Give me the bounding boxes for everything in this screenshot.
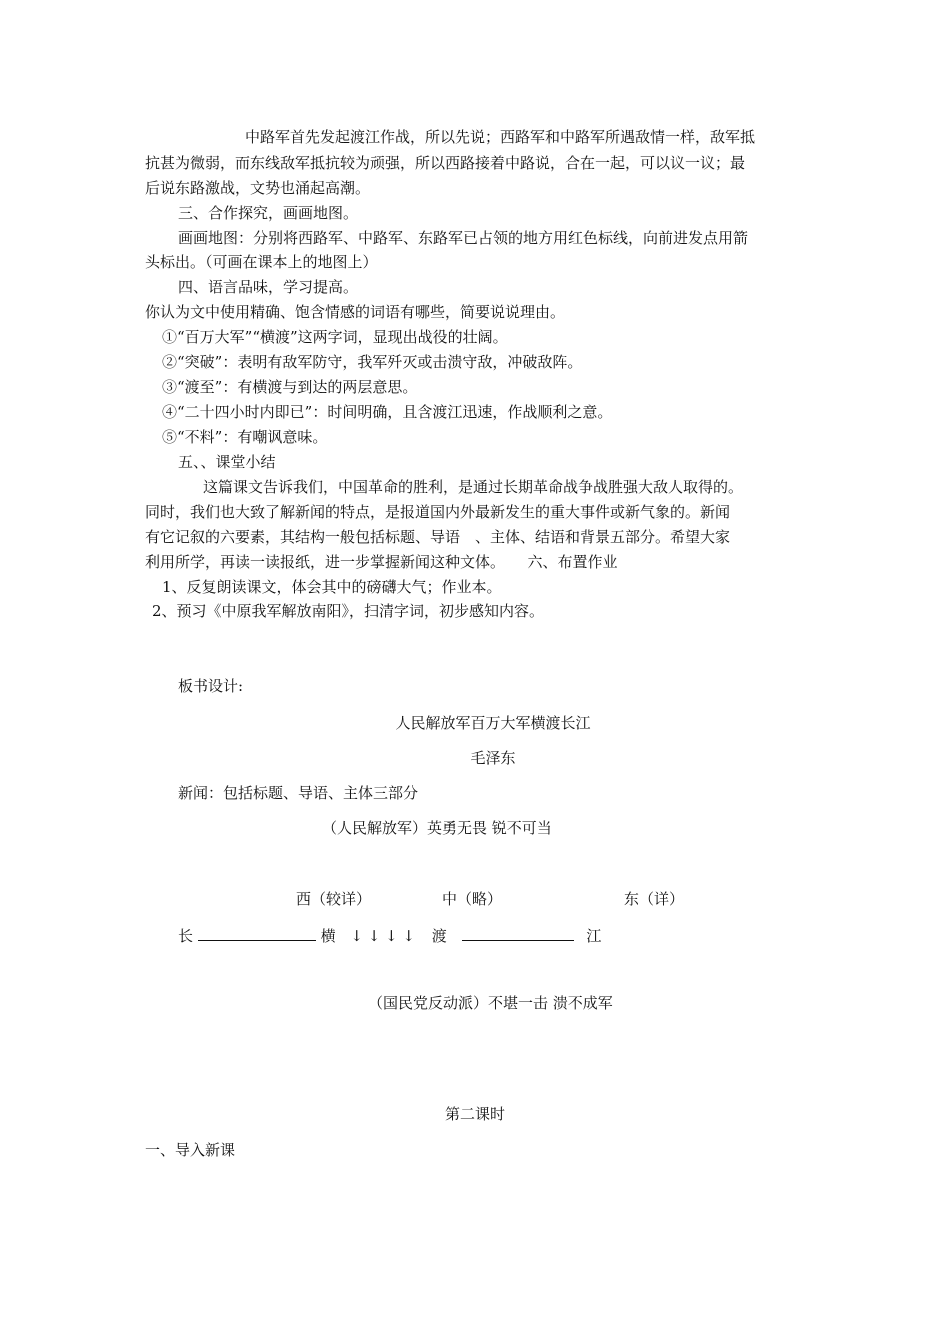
board-title: 人民解放军百万大军横渡长江 <box>395 714 591 732</box>
list-item: ①“百万大军”“横渡”这两字词，显现出战役的壮阔。 <box>162 328 508 346</box>
paragraph-line: 有它记叙的六要素，其结构一般包括标题、导语 、主体、结语和背景五部分。希望大家 <box>145 528 731 546</box>
lesson-title: 第二课时 <box>444 1105 505 1123</box>
paragraph-line: 头标出。（可画在课本上的地图上） <box>145 253 378 271</box>
board-river-row <box>178 925 601 946</box>
down-arrows-icon: ↓ ↓ ↓ ↓ <box>350 927 415 945</box>
board-jiang: 江 <box>586 927 602 945</box>
blank-line <box>198 926 316 941</box>
section-heading: 一、导入新课 <box>145 1141 236 1159</box>
board-chang: 长 <box>178 927 194 945</box>
paragraph-line: 画画地图：分别将西路军、中路军、东路军已占领的地方用红色标线，向前进发点用箭 <box>178 229 749 247</box>
paragraph-line: 抗甚为微弱，而东线敌军抵抗较为顽强，所以西路接着中路说，合在一起，可以议一议；最 <box>145 154 746 172</box>
list-item: ⑤“不料”：有嘲讽意味。 <box>162 428 328 446</box>
paragraph-line: 这篇课文告诉我们，中国革命的胜利，是通过长期革命战争战胜强大敌人取得的。 <box>203 478 744 496</box>
board-middle: 中（略） <box>442 890 503 908</box>
board-heng: 横 <box>320 927 336 945</box>
section-heading: 五、、课堂小结 <box>178 453 276 471</box>
board-pla-line: （人民解放军）英勇无畏 锐不可当 <box>322 819 552 837</box>
paragraph-line: 后说东路激战，文势也涌起高潮。 <box>145 179 371 197</box>
board-du: 渡 <box>431 927 447 945</box>
list-item: ④“二十四小时内即已”：时间明确，且含渡江迅速，作战顺利之意。 <box>162 403 613 421</box>
board-news-line: 新闻：包括标题、导语、主体三部分 <box>178 784 419 802</box>
board-kmt-line: （国民党反动派）不堪一击 溃不成军 <box>368 994 613 1012</box>
board-author: 毛泽东 <box>470 749 516 767</box>
paragraph-line: 利用所学，再读一读报纸，进一步掌握新闻这种文体。 六、布置作业 <box>145 553 618 571</box>
board-direction-row <box>0 888 950 908</box>
question-line: 你认为文中使用精确、饱含情感的词语有哪些，简要说说理由。 <box>145 303 566 321</box>
section-heading: 四、语言品味，学习提高。 <box>178 278 359 296</box>
board-east: 东（详） <box>624 890 685 908</box>
homework-item: 1、反复朗读课文，体会其中的磅礴大气；作业本。 <box>162 578 502 596</box>
paragraph-line: 中路军首先发起渡江作战，所以先说；西路军和中路军所遇敌情一样，敌军抵 <box>245 128 756 146</box>
blank-line <box>462 926 574 941</box>
board-west: 西（较详） <box>296 890 372 908</box>
homework-item: 2、预习《中原我军解放南阳》，扫清字词，初步感知内容。 <box>152 602 545 620</box>
list-item: ③“渡至”：有横渡与到达的两层意思。 <box>162 378 418 396</box>
paragraph-line: 同时，我们也大致了解新闻的特点，是报道国内外最新发生的重大事件或新气象的。新闻 <box>145 503 731 521</box>
section-heading: 三、合作探究，画画地图。 <box>178 204 359 222</box>
list-item: ②“突破”：表明有敌军防守，我军歼灭或击溃守敌，冲破敌阵。 <box>162 353 583 371</box>
board-label: 板书设计: <box>178 677 244 695</box>
